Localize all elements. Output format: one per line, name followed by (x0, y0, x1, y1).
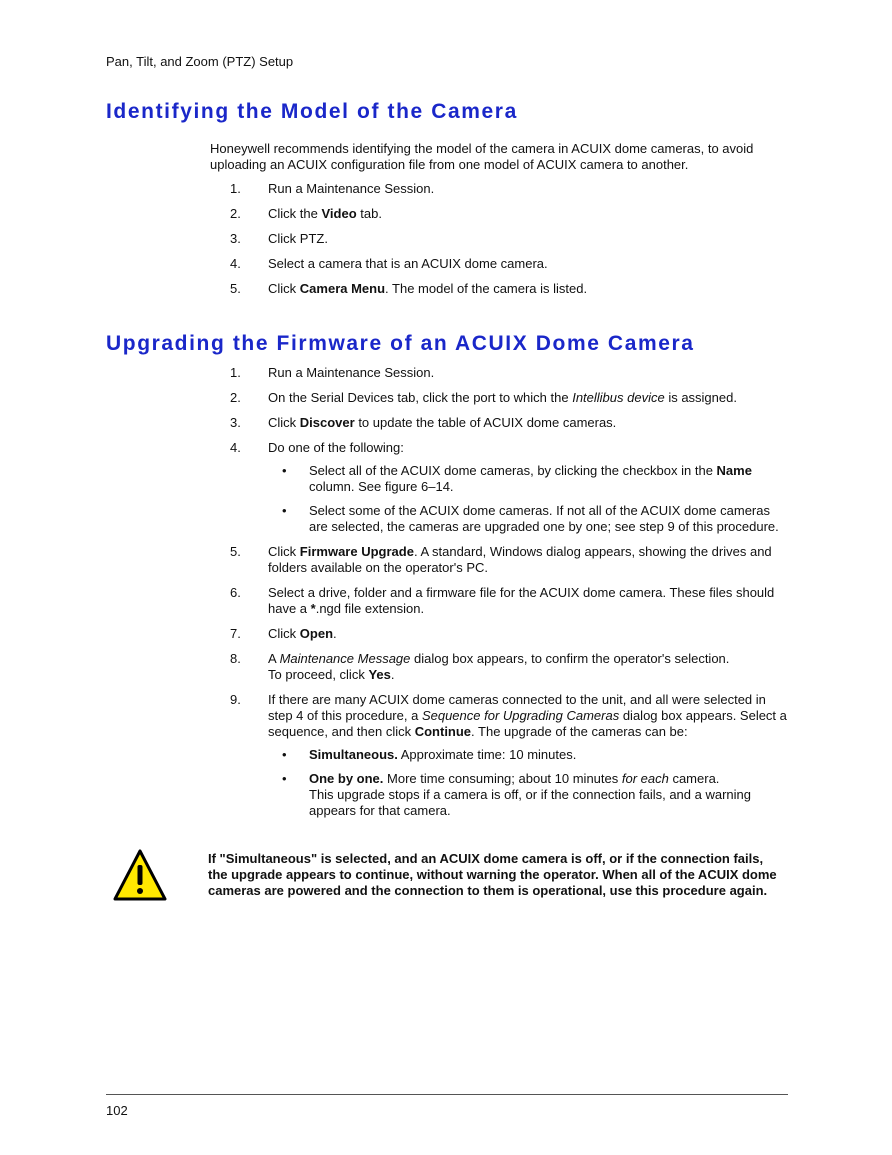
step-number: 1. (230, 181, 241, 196)
bullet-list (268, 463, 790, 535)
step-text: . The upgrade of the cameras can be: (471, 724, 688, 739)
step-text: is assigned. (664, 390, 737, 405)
step-number: 6. (230, 585, 241, 600)
step-number: 2. (230, 206, 241, 221)
step-number: 3. (230, 415, 241, 430)
bullet-text: Select all of the ACUIX dome cameras, by clicking the checkbox in the (309, 463, 717, 478)
step-item (230, 231, 790, 247)
upgrade-firmware-steps (230, 365, 790, 828)
step-item (230, 440, 790, 535)
step-number: 1. (230, 365, 241, 380)
step-text: Select a drive, folder and a firmware file for the ACUIX dome camera. These files should have a (268, 585, 775, 616)
bullet-bold-term: Simultaneous. (309, 747, 398, 762)
step-text: If there are many ACUIX dome cameras connected to the unit, and all were selected in step 4 of this procedure, a (268, 692, 766, 723)
step-bold-term: Camera Menu (299, 281, 386, 296)
bullet-marker: • (282, 503, 287, 518)
step-italic-term: Sequence for Upgrading Cameras (421, 708, 620, 723)
step-text: Click (268, 415, 300, 430)
step-item (230, 256, 790, 272)
step-text: Click the (268, 206, 322, 221)
step-text: Run a Maintenance Session. (268, 365, 435, 380)
step-item (230, 651, 790, 683)
step-item (230, 585, 790, 617)
bullet-text: Select some of the ACUIX dome cameras. If not all of the ACUIX dome cameras are selected, the cameras are upgraded one by one; see step 9 of this procedure. (309, 503, 779, 534)
bullet-marker: • (282, 771, 287, 786)
step-bold-term: Video (321, 206, 357, 221)
step-item (230, 692, 790, 819)
step-text: On the Serial Devices tab, click the port to which the (268, 390, 573, 405)
bullet-item (268, 747, 790, 763)
step-text: Click (268, 544, 300, 559)
bullet-text: column. See figure 6–14. (309, 479, 454, 494)
bullet-item (268, 463, 790, 495)
bullet-marker: • (282, 747, 287, 762)
step-item (230, 365, 790, 381)
bullet-list (268, 747, 790, 819)
footer-divider (106, 1094, 788, 1095)
page-number: 102 (106, 1103, 128, 1118)
step-bold-term: Open (299, 626, 334, 641)
step-item (230, 281, 790, 297)
step-bold-term: Yes (368, 667, 391, 682)
bullet-text: camera. (668, 771, 720, 786)
step-text: to update the table of ACUIX dome cameras. (354, 415, 617, 430)
bullet-text: This upgrade stops if a camera is off, or if the connection fails, and a warning appears for that camera. (309, 787, 751, 818)
step-item (230, 390, 790, 406)
step-number: 9. (230, 692, 241, 707)
bullet-bold-term: One by one. (309, 771, 384, 786)
section-intro: Honeywell recommends identifying the model of the camera in ACUIX dome cameras, to avoid uploading an ACUIX configuration file from one model of ACUIX camera to another. (210, 141, 754, 172)
step-text: To proceed, click (268, 667, 369, 682)
step-text: Click (268, 281, 300, 296)
step-bold-term: Discover (299, 415, 355, 430)
identify-model-steps (230, 181, 790, 306)
step-item (230, 181, 790, 197)
bullet-text: More time consuming; about 10 minutes (383, 771, 622, 786)
step-text: . A standard, Windows dialog appears, showing the drives and folders available on the operator's PC. (268, 544, 772, 575)
step-text: . The model of the camera is listed. (385, 281, 588, 296)
step-number: 2. (230, 390, 241, 405)
step-bold-term: Continue (414, 724, 472, 739)
warning-triangle-icon (112, 848, 168, 902)
step-item (230, 626, 790, 642)
step-number: 7. (230, 626, 241, 641)
step-text: dialog box appears. Select a sequence, and then click (268, 708, 787, 739)
bullet-marker: • (282, 463, 287, 478)
step-text: .ngd file extension. (315, 601, 425, 616)
step-text: Click (268, 626, 300, 641)
step-text: Click PTZ. (268, 231, 328, 246)
step-item (230, 415, 790, 431)
step-text: . (333, 626, 337, 641)
running-header: Pan, Tilt, and Zoom (PTZ) Setup (106, 54, 294, 69)
step-number: 4. (230, 440, 241, 455)
step-text: Run a Maintenance Session. (268, 181, 435, 196)
step-number: 3. (230, 231, 241, 246)
step-item (230, 206, 790, 222)
bullet-bold-term: Name (716, 463, 752, 478)
bullet-item (268, 771, 790, 819)
section-heading-identify-model: Identifying the Model of the Camera (106, 100, 518, 123)
step-number: 8. (230, 651, 241, 666)
step-italic-term: Intellibus device (572, 390, 665, 405)
step-text: Do one of the following: (268, 440, 404, 455)
bullet-text: Approximate time: 10 minutes. (397, 747, 577, 762)
step-text: A (268, 651, 280, 666)
bullet-item (268, 503, 790, 535)
step-text: . (390, 667, 395, 682)
step-text: tab. (356, 206, 382, 221)
step-item (230, 544, 790, 576)
step-bold-term: * (310, 601, 316, 616)
step-number: 5. (230, 281, 241, 296)
warning-text: If "Simultaneous" is selected, and an ACUIX dome camera is off, or if the connection fails, the upgrade appears to continue, without warning the operator. When all of the ACUIX dome cameras are powered and the connection to them is operational, use this procedure again. (208, 851, 777, 898)
step-text: Select a camera that is an ACUIX dome camera. (268, 256, 548, 271)
step-bold-term: Firmware Upgrade (299, 544, 414, 559)
step-text: dialog box appears, to confirm the operator's selection. (410, 651, 730, 666)
step-italic-term: Maintenance Message (279, 651, 411, 666)
step-number: 5. (230, 544, 241, 559)
section-heading-upgrade-firmware: Upgrading the Firmware of an ACUIX Dome Camera (106, 332, 695, 355)
step-number: 4. (230, 256, 241, 271)
bullet-italic-term: for each (621, 771, 669, 786)
